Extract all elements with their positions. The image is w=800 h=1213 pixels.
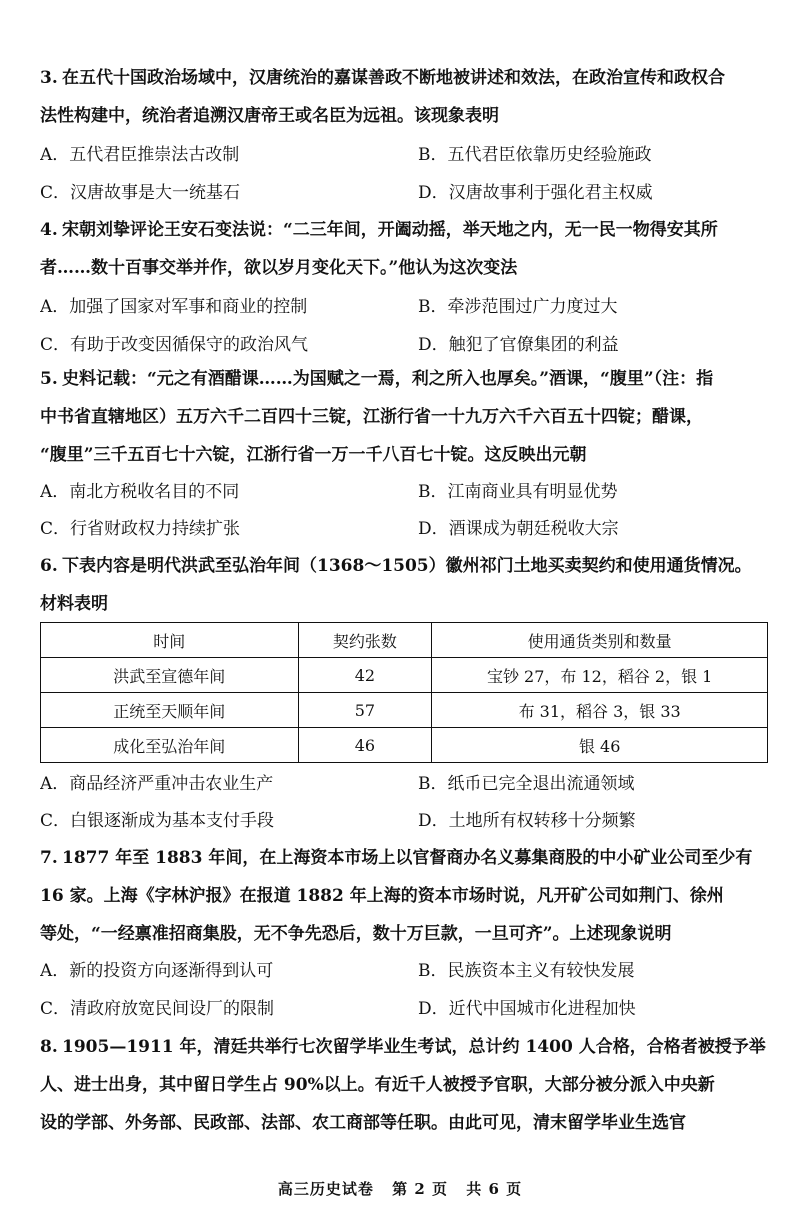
question-3-line-2	[40, 100, 770, 132]
table-cell: 宝钞 27，布 12，稻谷 2，银 1	[432, 658, 768, 693]
table-header: 使用通货类别和数量	[432, 623, 768, 658]
data-table	[40, 622, 768, 763]
question-5-line-2	[40, 401, 770, 433]
question-text: 设的学部、外务部、民政部、法部、农工商部等任职。由此可见，清末留学毕业生选官	[40, 1113, 686, 1133]
option-c: C．有助于改变因循保守的政治风气	[40, 335, 309, 355]
question-number: 4.	[40, 220, 58, 240]
question-7-line-3	[40, 918, 770, 950]
page-total: 共 6 页	[466, 1180, 523, 1198]
option-b: B．纸币已完全退出流通领域	[418, 774, 635, 794]
question-text: 中书省直辖地区）五万六千二百四十三锭，江浙行省一十九万六千六百五十四锭；醋课，	[40, 407, 703, 427]
question-3-line-1	[40, 62, 770, 94]
question-8-line-1	[40, 1031, 770, 1063]
question-text: 者……数十百事交举并作，欲以岁月变化天下。”他认为这次变法	[40, 258, 518, 278]
option-d: D．触犯了官僚集团的利益	[418, 335, 619, 355]
table-cell: 42	[298, 658, 432, 693]
option-a: A．五代君臣推崇法古改制	[40, 145, 240, 165]
question-number: 6.	[40, 556, 58, 576]
option-a: A．商品经济严重冲击农业生产	[40, 774, 274, 794]
question-text: 在五代十国政治场域中，汉唐统治的嘉谋善政不断地被讲述和效法，在政治宣传和政权合	[62, 68, 725, 88]
option-b: B．江南商业具有明显优势	[418, 482, 618, 502]
question-text: 材料表明	[40, 594, 108, 614]
page-number: 第 2 页	[392, 1180, 448, 1198]
option-c: C．汉唐故事是大一统基石	[40, 183, 241, 203]
option-b: B．牵涉范围过广力度过大	[418, 297, 618, 317]
table-cell: 银 46	[432, 728, 768, 763]
question-text: 法性构建中，统治者追溯汉唐帝王或名臣为远祖。该现象表明	[40, 106, 499, 126]
option-b: B．民族资本主义有较快发展	[418, 961, 635, 981]
exam-title: 高三历史试卷	[277, 1180, 374, 1198]
option-c: C．白银逐渐成为基本支付手段	[40, 811, 275, 831]
table-cell: 正统至天顺年间	[41, 693, 299, 728]
question-5-line-1	[40, 363, 770, 395]
option-a: A．加强了国家对军事和商业的控制	[40, 297, 308, 317]
table-cell: 57	[298, 693, 432, 728]
option-d: D．汉唐故事利于强化君主权威	[418, 183, 653, 203]
question-number: 8.	[40, 1037, 58, 1057]
option-b: B．五代君臣依靠历史经验施政	[418, 145, 652, 165]
question-4-line-2	[40, 252, 770, 284]
table-row	[41, 658, 768, 693]
question-text: 1877 年至 1883 年间，在上海资本市场上以官督商办名义募集商股的中小矿业公司至少有	[62, 848, 753, 868]
question-8-line-3	[40, 1107, 770, 1139]
question-5-line-3	[40, 439, 770, 471]
question-text: “腹里”三千五百七十六锭，江浙行省一万一千八百七十锭。这反映出元朝	[40, 445, 587, 465]
option-c: C．清政府放宽民间设厂的限制	[40, 999, 275, 1019]
question-text: 宋朝刘挚评论王安石变法说：“二三年间，开阖动摇，举天地之内，无一民一物得安其所	[62, 220, 718, 240]
table-header: 时间	[41, 623, 299, 658]
question-8-line-2	[40, 1069, 770, 1101]
question-text: 等处，“一经禀准招商集股，无不争先恐后，数十万巨款，一旦可齐”。上述现象说明	[40, 924, 672, 944]
option-d: D．酒课成为朝廷税收大宗	[418, 519, 619, 539]
table-cell: 洪武至宣德年间	[41, 658, 299, 693]
option-d: D．土地所有权转移十分频繁	[418, 811, 636, 831]
question-number: 7.	[40, 848, 58, 868]
table-row	[41, 693, 768, 728]
option-c: C．行省财政权力持续扩张	[40, 519, 241, 539]
table-cell: 布 31，稻谷 3，银 33	[432, 693, 768, 728]
question-6-line-1	[40, 550, 770, 582]
question-6-line-2	[40, 588, 770, 620]
option-a: A．新的投资方向逐渐得到认可	[40, 961, 274, 981]
option-a: A．南北方税收名目的不同	[40, 482, 240, 502]
question-text: 下表内容是明代洪武至弘治年间（1368～1505）徽州祁门土地买卖契约和使用通货情况。	[62, 556, 752, 576]
question-4-line-1	[40, 214, 770, 246]
table-header-row	[41, 623, 768, 658]
question-number: 5.	[40, 369, 58, 389]
option-d: D．近代中国城市化进程加快	[418, 999, 636, 1019]
question-text: 人、进士出身，其中留日学生占 90%以上。有近千人被授予官职，大部分被分派入中央新	[40, 1075, 715, 1095]
page-footer	[0, 1178, 800, 1199]
table-row	[41, 728, 768, 763]
question-text: 16 家。上海《字林沪报》在报道 1882 年上海的资本市场时说，凡开矿公司如荆门、徐州	[40, 886, 724, 906]
question-7-line-1	[40, 842, 770, 874]
table-cell: 46	[298, 728, 432, 763]
question-text: 1905—1911 年，清廷共举行七次留学毕业生考试，总计约 1400 人合格，合格者被授予举	[62, 1037, 766, 1057]
question-7-line-2	[40, 880, 770, 912]
question-number: 3.	[40, 68, 58, 88]
question-text: 史料记载：“元之有酒醋课……为国赋之一焉，利之所入也厚矣。”酒课，“腹里”（注：指	[62, 369, 714, 389]
table-header: 契约张数	[298, 623, 432, 658]
table-cell: 成化至弘治年间	[41, 728, 299, 763]
